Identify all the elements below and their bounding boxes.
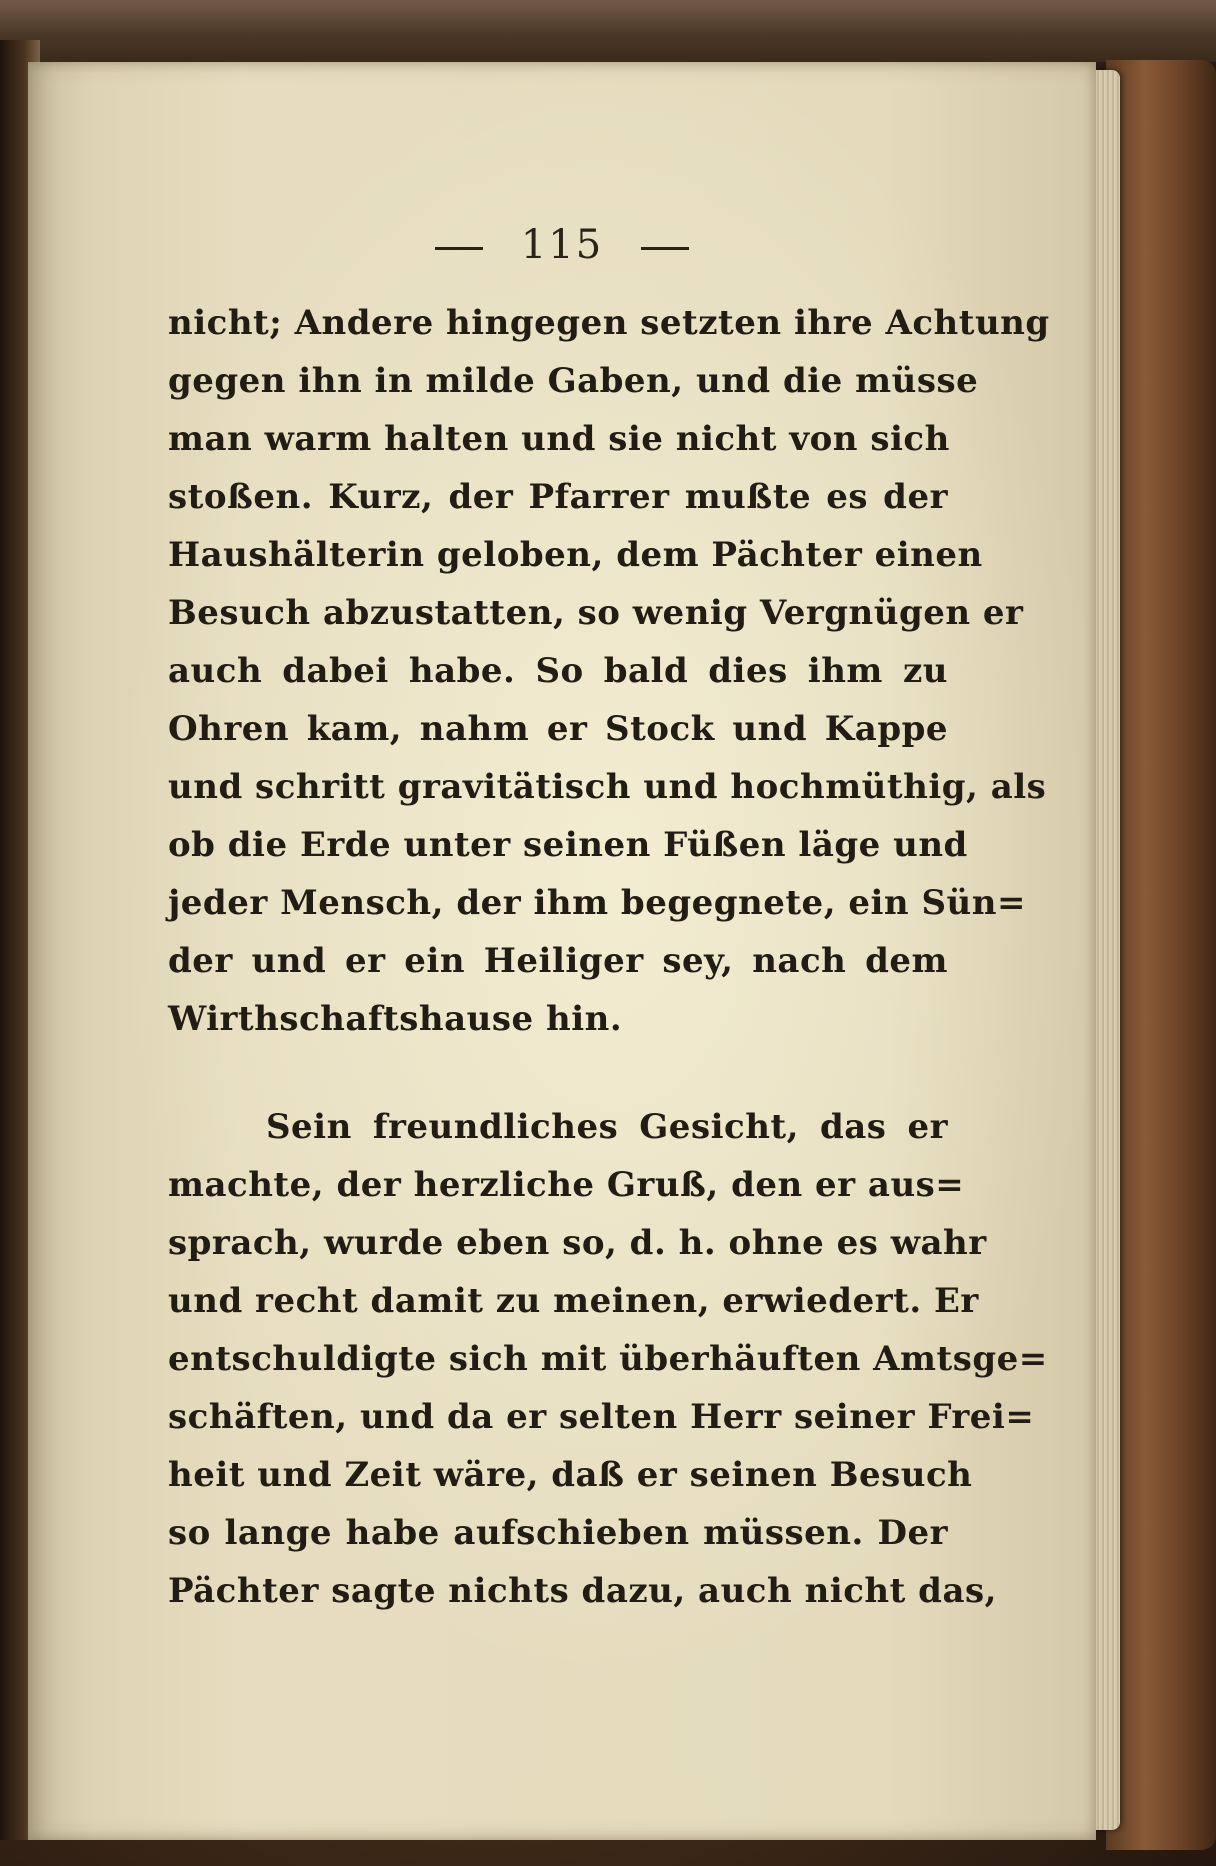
page-header: [28, 222, 1096, 268]
text-line: nicht; Andere hingegen setzten ihre Achtung: [168, 303, 1050, 343]
text-line: Ohren kam, nahm er Stock und Kappe: [168, 709, 948, 749]
page-number: 115: [520, 222, 604, 268]
header-dash-right: [641, 247, 689, 250]
text-line: so lange habe aufschieben müssen. Der: [168, 1513, 948, 1553]
book-cover-edge: [1106, 60, 1216, 1850]
book-page: [28, 62, 1096, 1840]
paragraph-2: [168, 1098, 1048, 1620]
paragraph-gap: [168, 1048, 948, 1098]
text-line: Haushälterin geloben, dem Pächter einen: [168, 535, 983, 575]
text-line: schäften, und da er selten Herr seiner Frei=: [168, 1397, 1035, 1437]
text-line: und schritt gravitätisch und hochmüthig, als: [168, 767, 1047, 807]
text-line: Pächter sagte nichts dazu, auch nicht das,: [168, 1571, 997, 1611]
text-line: jeder Mensch, der ihm begegnete, ein Sün=: [168, 883, 1026, 923]
body-text: [168, 294, 1050, 1620]
text-line: gegen ihn in milde Gaben, und die müsse: [168, 361, 979, 401]
text-line: Wirthschaftshause hin.: [168, 999, 623, 1039]
text-line: Besuch abzustatten, so wenig Vergnügen er: [168, 593, 1024, 633]
text-line: und recht damit zu meinen, erwiedert. Er: [168, 1281, 979, 1321]
text-line: der und er ein Heiliger sey, nach dem: [168, 941, 948, 981]
text-line: ob die Erde unter seinen Füßen läge und: [168, 825, 968, 865]
text-line: machte, der herzliche Gruß, den er aus=: [168, 1165, 965, 1205]
text-line: auch dabei habe. So bald dies ihm zu: [168, 651, 948, 691]
text-line: entschuldigte sich mit überhäuften Amtsge=: [168, 1339, 1048, 1379]
text-line: man warm halten und sie nicht von sich: [168, 419, 950, 459]
text-line: stoßen. Kurz, der Pfarrer mußte es der: [168, 477, 948, 517]
paragraph-1: [168, 294, 1050, 1048]
text-line: sprach, wurde eben so, d. h. ohne es wahr: [168, 1223, 987, 1263]
text-line: Sein freundliches Gesicht, das er: [266, 1107, 948, 1147]
book-top-edge: [0, 0, 1216, 62]
header-dash-left: [435, 247, 483, 250]
text-line: heit und Zeit wäre, daß er seinen Besuch: [168, 1455, 973, 1495]
